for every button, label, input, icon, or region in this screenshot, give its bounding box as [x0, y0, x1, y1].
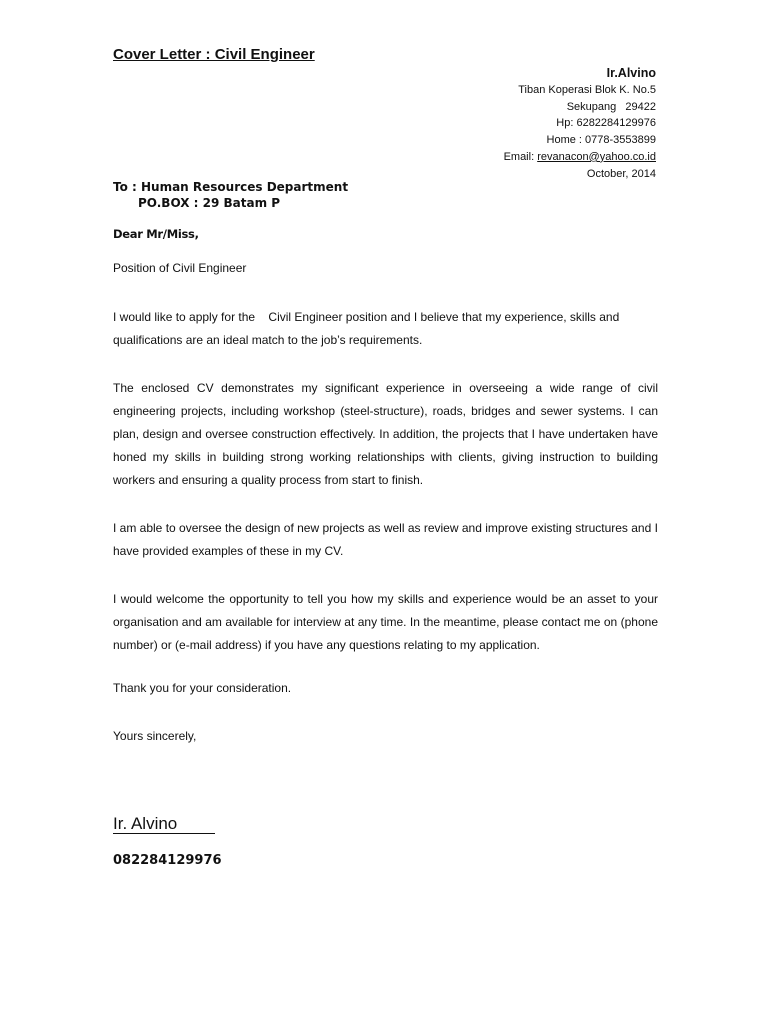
recipient-line1: To : Human Resources Department [113, 180, 349, 194]
closing-line: Yours sincerely, [113, 729, 197, 743]
document-title: Cover Letter : Civil Engineer [113, 46, 315, 63]
salutation: Dear Mr/Miss, [113, 227, 199, 241]
sender-home-phone: Home : 0778-3553899 [546, 134, 656, 147]
signature-name: Ir. Alvino [113, 814, 215, 834]
sender-email-label: Email: [503, 150, 538, 163]
thanks-line: Thank you for your consideration. [113, 681, 292, 695]
sender-address-line1: Tiban Koperasi Blok K. No.5 [518, 84, 656, 96]
sender-hp: Hp: 6282284129976 [556, 117, 656, 130]
sender-email-link[interactable]: revanacon@yahoo.co.id [537, 150, 656, 163]
subject-line: Position of Civil Engineer [113, 261, 247, 275]
body-paragraph-3: I am able to oversee the design of new projects as well as review and improve existing structures and I have provided examples of these in my CV. [113, 521, 658, 558]
signature-phone: 082284129976 [113, 853, 222, 868]
body-paragraph-1: I would like to apply for the Civil Engineer position and I believe that my experience, skills and qualifications are an ideal match to the job’s requirements. [113, 310, 623, 347]
letter-body [113, 306, 658, 682]
recipient-block [113, 179, 348, 211]
recipient-line2: PO.BOX : 29 Batam P [138, 196, 281, 210]
sender-block [504, 65, 656, 182]
body-paragraph-2: The enclosed CV demonstrates my significant experience in overseeing a wide range of civil engineering projects, including workshop (steel-structure), roads, bridges and sewer systems. I can plan, design and oversee construction effectively. In addition, the projects that I have undertaken have honed my skills in building strong working relationships with clients, giving instruction to building workers and ensuring a quality process from start to finish. [113, 381, 658, 487]
letter-date: October, 2014 [586, 167, 656, 180]
sender-name: Ir.Alvino [606, 66, 656, 80]
sender-email-line [504, 149, 656, 166]
sender-address-line2: Sekupang 29422 [566, 100, 656, 113]
body-paragraph-4: I would welcome the opportunity to tell you how my skills and experience would be an asset to your organisation and am available for interview at any time. In the meantime, please contact me on (phone number) or (e-mail address) if you have any questions relating to my application. [113, 592, 658, 652]
